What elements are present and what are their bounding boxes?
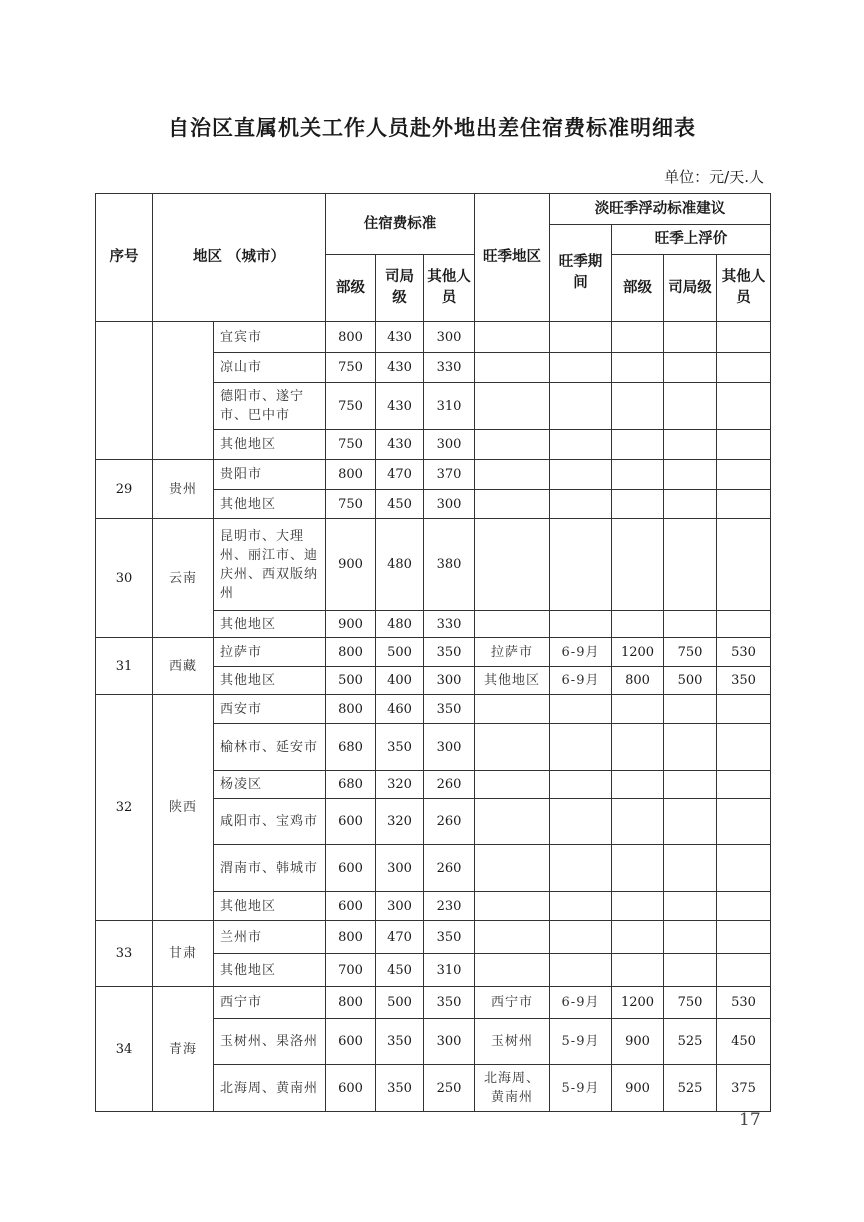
row-peak-other-staff (717, 430, 771, 460)
row-province (153, 322, 214, 460)
row-city: 咸阳市、宝鸡市 (214, 799, 326, 845)
row-peak-other-staff (717, 845, 771, 892)
row-peak-bu-level (612, 921, 664, 954)
row-peak-si-level (664, 771, 717, 799)
row-peak-region (475, 611, 550, 638)
row-other-staff: 260 (424, 799, 475, 845)
row-peak-region (475, 695, 550, 724)
row-peak-other-staff (717, 611, 771, 638)
row-city: 玉树州、果洛州 (214, 1019, 326, 1065)
row-seq: 30 (96, 519, 153, 638)
row-peak-period (550, 353, 612, 383)
row-peak-si-level: 750 (664, 987, 717, 1019)
row-peak-period (550, 799, 612, 845)
row-peak-region (475, 845, 550, 892)
row-other-staff: 350 (424, 638, 475, 667)
row-seq: 29 (96, 460, 153, 519)
row-other-staff: 310 (424, 954, 475, 987)
table-row (96, 519, 771, 611)
row-province: 陕西 (153, 695, 214, 921)
row-peak-si-level (664, 519, 717, 611)
row-peak-si-level (664, 460, 717, 490)
row-peak-period: 6-9月 (550, 667, 612, 695)
row-peak-region: 拉萨市 (475, 638, 550, 667)
header-seq: 序号 (96, 194, 153, 322)
row-other-staff: 300 (424, 322, 475, 353)
row-province: 青海 (153, 987, 214, 1112)
row-other-staff: 230 (424, 892, 475, 921)
row-peak-bu-level (612, 954, 664, 987)
row-si-level: 500 (376, 638, 424, 667)
row-si-level: 470 (376, 921, 424, 954)
row-bu-level: 600 (326, 1065, 376, 1112)
row-peak-region (475, 322, 550, 353)
row-peak-bu-level: 900 (612, 1065, 664, 1112)
row-si-level: 350 (376, 1065, 424, 1112)
row-city: 西安市 (214, 695, 326, 724)
row-province: 甘肃 (153, 921, 214, 987)
header-peak-region: 旺季地区 (475, 194, 550, 322)
row-peak-si-level (664, 322, 717, 353)
table-row (96, 460, 771, 490)
row-peak-other-staff (717, 771, 771, 799)
header-peak-raise: 旺季上浮价 (612, 225, 771, 255)
row-peak-other-staff (717, 383, 771, 430)
row-peak-si-level (664, 383, 717, 430)
row-other-staff: 350 (424, 695, 475, 724)
row-si-level: 470 (376, 460, 424, 490)
row-peak-other-staff (717, 892, 771, 921)
row-bu-level: 600 (326, 845, 376, 892)
header-other-staff: 其他人员 (424, 255, 475, 322)
row-province: 西藏 (153, 638, 214, 695)
row-peak-region (475, 724, 550, 771)
row-peak-si-level (664, 611, 717, 638)
row-bu-level: 600 (326, 799, 376, 845)
row-peak-bu-level (612, 383, 664, 430)
header-peak-bu-level: 部级 (612, 255, 664, 322)
row-city: 渭南市、韩城市 (214, 845, 326, 892)
row-peak-other-staff (717, 695, 771, 724)
row-si-level: 320 (376, 771, 424, 799)
row-bu-level: 700 (326, 954, 376, 987)
row-city: 北海周、黄南州 (214, 1065, 326, 1112)
row-city: 其他地区 (214, 954, 326, 987)
row-city: 其他地区 (214, 611, 326, 638)
row-other-staff: 370 (424, 460, 475, 490)
row-peak-si-level (664, 490, 717, 519)
row-peak-si-level: 525 (664, 1019, 717, 1065)
row-si-level: 500 (376, 987, 424, 1019)
row-peak-period (550, 771, 612, 799)
row-si-level: 430 (376, 430, 424, 460)
row-peak-period (550, 383, 612, 430)
row-bu-level: 900 (326, 611, 376, 638)
row-si-level: 320 (376, 799, 424, 845)
row-peak-bu-level (612, 353, 664, 383)
row-peak-si-level: 750 (664, 638, 717, 667)
page-title: 自治区直属机关工作人员赴外地出差住宿费标准明细表 (168, 116, 696, 140)
row-peak-other-staff (717, 322, 771, 353)
row-other-staff: 250 (424, 1065, 475, 1112)
unit-label: 单位：元/天.人 (664, 168, 764, 186)
table-row (96, 322, 771, 353)
row-city: 其他地区 (214, 667, 326, 695)
row-peak-other-staff: 375 (717, 1065, 771, 1112)
row-peak-si-level (664, 845, 717, 892)
row-peak-period (550, 921, 612, 954)
row-peak-si-level: 525 (664, 1065, 717, 1112)
row-peak-period (550, 695, 612, 724)
row-peak-period (550, 460, 612, 490)
row-bu-level: 800 (326, 460, 376, 490)
row-city: 其他地区 (214, 430, 326, 460)
row-bu-level: 750 (326, 430, 376, 460)
row-city: 西宁市 (214, 987, 326, 1019)
row-other-staff: 300 (424, 724, 475, 771)
row-bu-level: 500 (326, 667, 376, 695)
row-seq: 34 (96, 987, 153, 1112)
row-peak-si-level (664, 921, 717, 954)
row-peak-other-staff (717, 353, 771, 383)
row-peak-region: 其他地区 (475, 667, 550, 695)
row-city: 兰州市 (214, 921, 326, 954)
row-city: 其他地区 (214, 490, 326, 519)
table-row (96, 638, 771, 667)
row-peak-bu-level: 900 (612, 1019, 664, 1065)
header-floating-standard: 淡旺季浮动标准建议 (550, 194, 771, 225)
row-peak-other-staff (717, 724, 771, 771)
row-peak-bu-level: 800 (612, 667, 664, 695)
row-city: 杨凌区 (214, 771, 326, 799)
header-peak-si-level: 司局级 (664, 255, 717, 322)
row-city: 榆林市、延安市 (214, 724, 326, 771)
row-bu-level: 680 (326, 771, 376, 799)
row-peak-bu-level (612, 892, 664, 921)
row-si-level: 300 (376, 845, 424, 892)
row-peak-other-staff (717, 519, 771, 611)
row-peak-period (550, 892, 612, 921)
row-bu-level: 800 (326, 322, 376, 353)
row-si-level: 430 (376, 353, 424, 383)
row-peak-si-level (664, 353, 717, 383)
row-bu-level: 600 (326, 892, 376, 921)
row-peak-period (550, 519, 612, 611)
row-peak-period: 5-9月 (550, 1019, 612, 1065)
row-peak-other-staff (717, 460, 771, 490)
row-peak-bu-level (612, 322, 664, 353)
row-bu-level: 800 (326, 695, 376, 724)
row-peak-bu-level (612, 611, 664, 638)
row-peak-region (475, 430, 550, 460)
row-peak-region: 西宁市 (475, 987, 550, 1019)
row-si-level: 300 (376, 892, 424, 921)
row-peak-other-staff (717, 490, 771, 519)
row-peak-region: 北海周、黄南州 (475, 1065, 550, 1112)
row-city: 凉山市 (214, 353, 326, 383)
row-peak-si-level (664, 430, 717, 460)
row-peak-bu-level (612, 771, 664, 799)
row-city: 昆明市、大理州、丽江市、迪庆州、西双版纳州 (214, 519, 326, 611)
row-city: 宜宾市 (214, 322, 326, 353)
row-peak-bu-level (612, 845, 664, 892)
row-peak-bu-level (612, 695, 664, 724)
row-si-level: 480 (376, 611, 424, 638)
row-si-level: 480 (376, 519, 424, 611)
row-peak-region (475, 460, 550, 490)
row-seq: 32 (96, 695, 153, 921)
row-peak-region (475, 383, 550, 430)
row-other-staff: 260 (424, 845, 475, 892)
row-peak-bu-level (612, 430, 664, 460)
row-other-staff: 300 (424, 430, 475, 460)
row-peak-other-staff: 530 (717, 638, 771, 667)
table-row (96, 987, 771, 1019)
row-peak-period (550, 430, 612, 460)
row-peak-si-level: 500 (664, 667, 717, 695)
header-bu-level: 部级 (326, 255, 376, 322)
row-peak-bu-level (612, 519, 664, 611)
row-bu-level: 750 (326, 490, 376, 519)
row-si-level: 450 (376, 490, 424, 519)
row-city: 其他地区 (214, 892, 326, 921)
lodging-standard-table (95, 193, 771, 1112)
table-row (96, 695, 771, 724)
row-city: 贵阳市 (214, 460, 326, 490)
row-peak-region (475, 519, 550, 611)
row-bu-level: 750 (326, 383, 376, 430)
row-city: 拉萨市 (214, 638, 326, 667)
row-peak-si-level (664, 695, 717, 724)
row-si-level: 450 (376, 954, 424, 987)
row-peak-other-staff: 450 (717, 1019, 771, 1065)
row-peak-other-staff (717, 921, 771, 954)
row-peak-si-level (664, 892, 717, 921)
row-peak-other-staff: 350 (717, 667, 771, 695)
row-peak-period: 5-9月 (550, 1065, 612, 1112)
row-peak-period (550, 322, 612, 353)
header-region: 地区 （城市） (153, 194, 326, 322)
row-bu-level: 750 (326, 353, 376, 383)
row-other-staff: 300 (424, 667, 475, 695)
row-peak-period (550, 490, 612, 519)
row-peak-other-staff (717, 799, 771, 845)
row-other-staff: 380 (424, 519, 475, 611)
row-peak-period (550, 611, 612, 638)
row-other-staff: 300 (424, 1019, 475, 1065)
row-peak-bu-level (612, 490, 664, 519)
row-peak-region (475, 892, 550, 921)
row-si-level: 350 (376, 1019, 424, 1065)
row-other-staff: 350 (424, 987, 475, 1019)
row-other-staff: 330 (424, 353, 475, 383)
header-si-level: 司局级 (376, 255, 424, 322)
row-peak-region: 玉树州 (475, 1019, 550, 1065)
row-peak-period: 6-9月 (550, 987, 612, 1019)
row-bu-level: 800 (326, 921, 376, 954)
row-si-level: 400 (376, 667, 424, 695)
row-si-level: 460 (376, 695, 424, 724)
row-peak-region (475, 490, 550, 519)
page-number: 17 (739, 1110, 761, 1130)
row-peak-other-staff: 530 (717, 987, 771, 1019)
row-province: 贵州 (153, 460, 214, 519)
row-peak-period (550, 724, 612, 771)
row-province: 云南 (153, 519, 214, 638)
row-peak-region (475, 771, 550, 799)
header-peak-period: 旺季期间 (550, 225, 612, 322)
row-peak-bu-level (612, 724, 664, 771)
row-peak-si-level (664, 954, 717, 987)
row-peak-region (475, 799, 550, 845)
row-peak-period (550, 845, 612, 892)
row-seq: 33 (96, 921, 153, 987)
row-bu-level: 600 (326, 1019, 376, 1065)
row-other-staff: 330 (424, 611, 475, 638)
table-row (96, 921, 771, 954)
row-si-level: 350 (376, 724, 424, 771)
row-seq: 31 (96, 638, 153, 695)
row-bu-level: 680 (326, 724, 376, 771)
row-si-level: 430 (376, 322, 424, 353)
row-other-staff: 350 (424, 921, 475, 954)
row-peak-bu-level: 1200 (612, 638, 664, 667)
row-other-staff: 310 (424, 383, 475, 430)
row-bu-level: 900 (326, 519, 376, 611)
row-bu-level: 800 (326, 987, 376, 1019)
row-bu-level: 800 (326, 638, 376, 667)
row-other-staff: 260 (424, 771, 475, 799)
header-peak-other-staff: 其他人员 (717, 255, 771, 322)
row-peak-bu-level (612, 799, 664, 845)
row-other-staff: 300 (424, 490, 475, 519)
header-lodging-standard: 住宿费标准 (326, 194, 475, 255)
row-peak-si-level (664, 724, 717, 771)
row-peak-bu-level (612, 460, 664, 490)
row-peak-si-level (664, 799, 717, 845)
row-peak-region (475, 954, 550, 987)
row-peak-period (550, 954, 612, 987)
row-peak-period: 6-9月 (550, 638, 612, 667)
row-peak-bu-level: 1200 (612, 987, 664, 1019)
row-city: 德阳市、遂宁市、巴中市 (214, 383, 326, 430)
row-peak-other-staff (717, 954, 771, 987)
row-peak-region (475, 921, 550, 954)
row-peak-region (475, 353, 550, 383)
row-seq (96, 322, 153, 460)
row-si-level: 430 (376, 383, 424, 430)
